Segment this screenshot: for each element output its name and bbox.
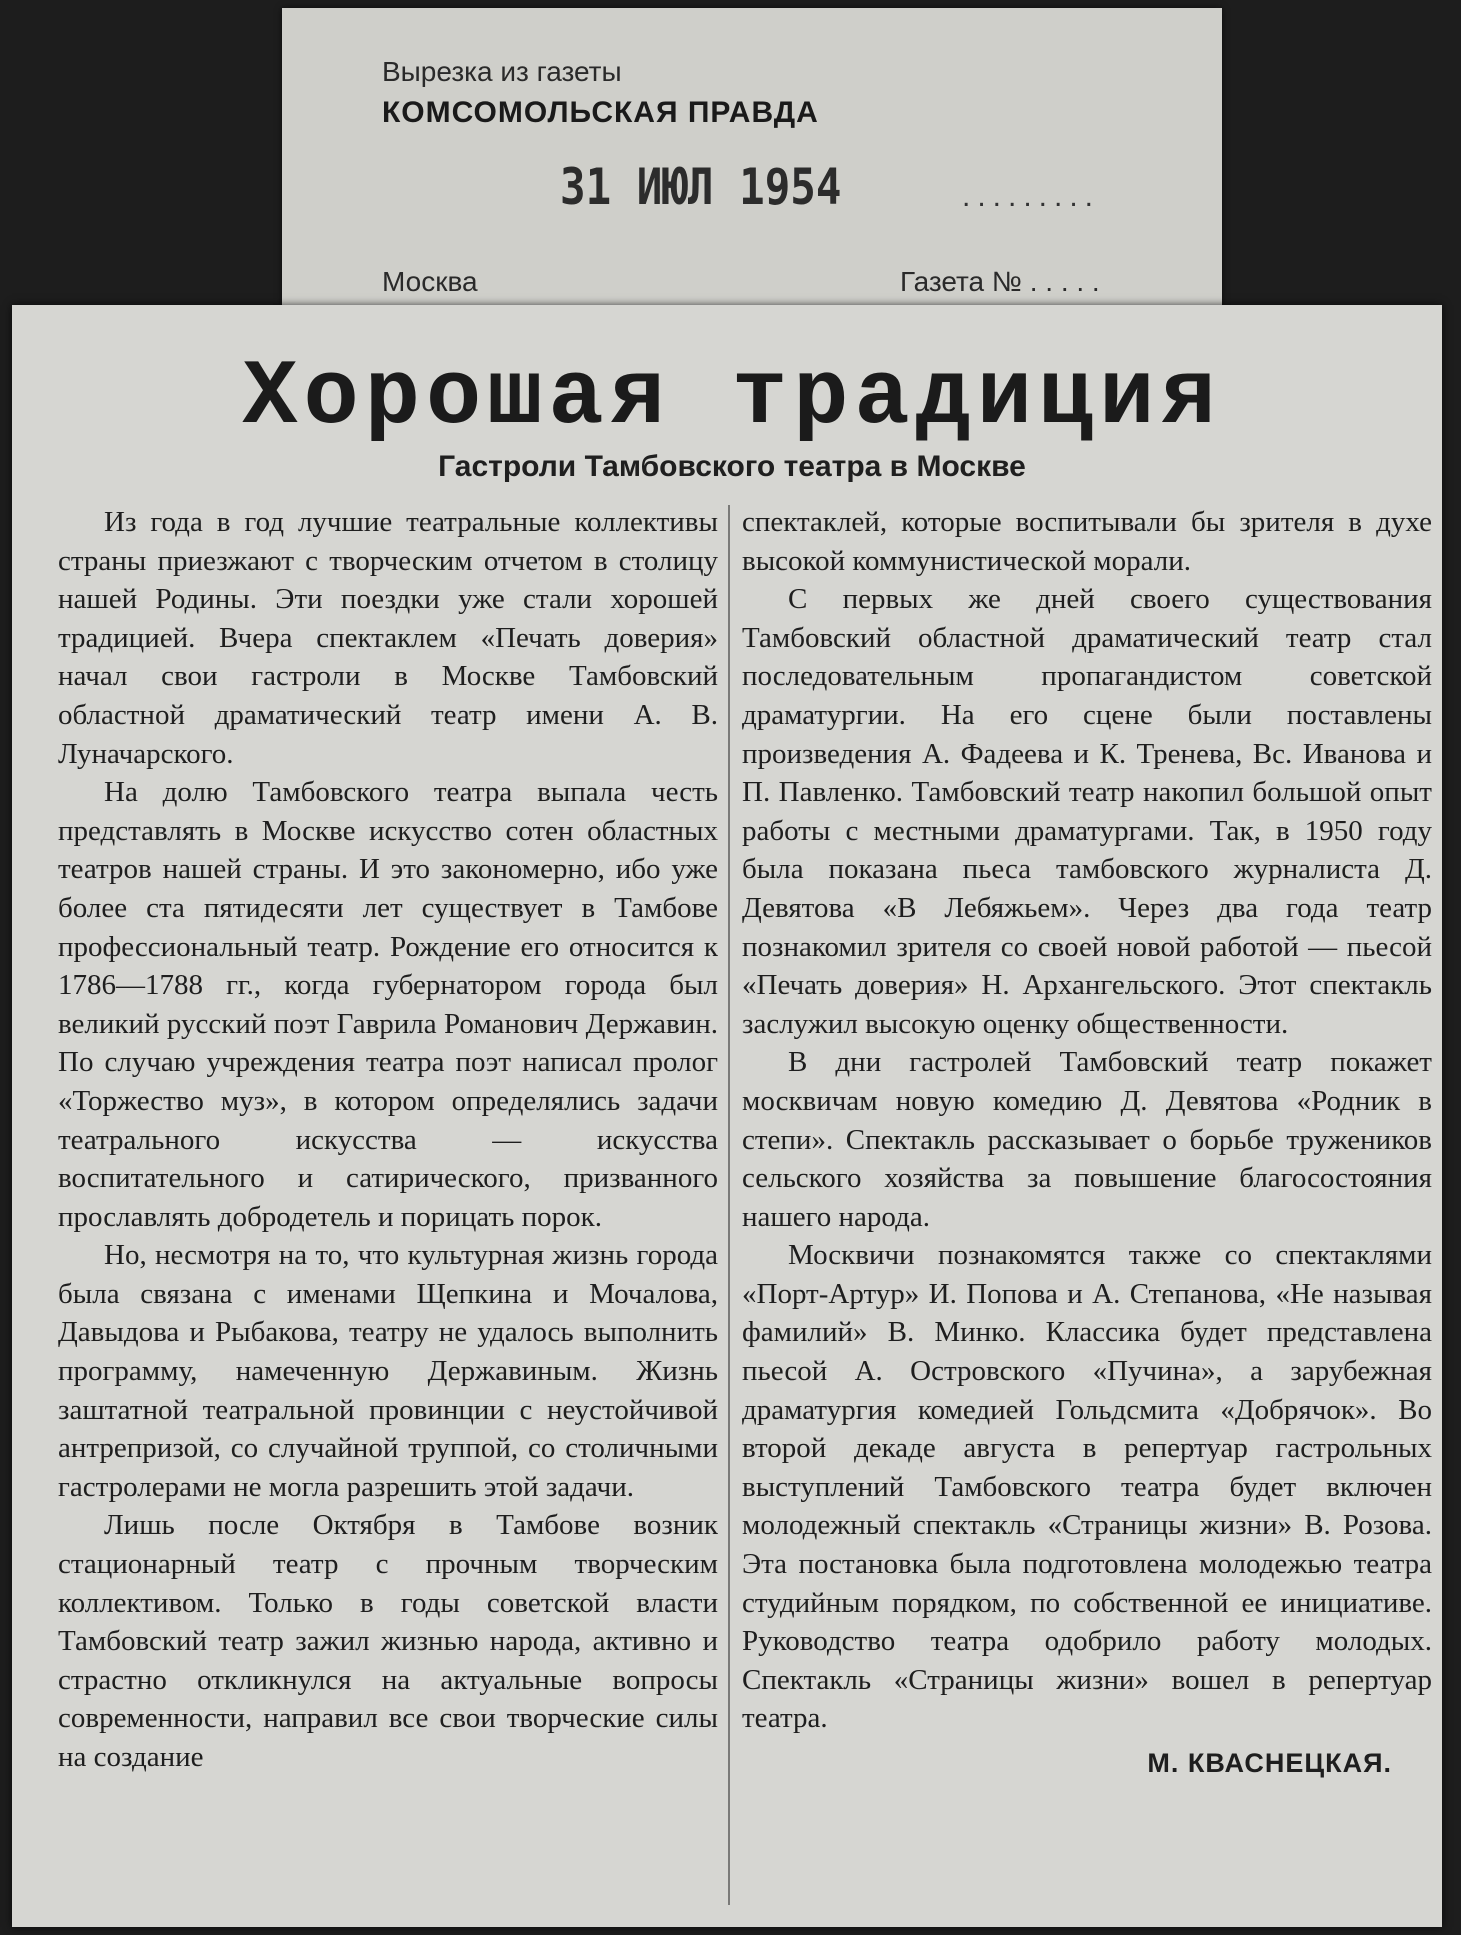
newspaper-clipping (12, 305, 1442, 1927)
article-headline: Хорошая традиция (242, 345, 1222, 450)
article-subheadline: Гастроли Тамбовского театра в Москве (438, 450, 1026, 483)
article-column-2 (742, 503, 1432, 1783)
source-prefix: Вырезка из газеты (382, 56, 622, 87)
article-column-1 (58, 503, 718, 1777)
paragraph: На долю Тамбовского театра выпала честь представлять в Москве искусство сотен областных театров нашей страны. И это закономерно, ибо уже более ста пятидесяти лет существует в Тамбове профессиональный театр. Рождение его относится к 1786—1788 гг., когда губернатором города был великий русский поэт Гаврила Романович Державин. По случаю учреждения театра поэт написал пролог «Торжество муз», в котором определялись задачи театрального искусства — искусства воспитательного и сатирического, призванного прославлять добродетель и порицать порок. (58, 776, 718, 1233)
date-stamp: 31 ИЮЛ 1954 (560, 158, 842, 216)
paragraph: Но, несмотря на то, что культурная жизнь города была связана с именами Щепкина и Мочалова, Давыдова и Рыбакова, театру не удалось выполнить программу, намеченную Державиным. Жизнь заштатной театральной провинции с неустойчивой антрепризой, со случайной труппой, со столичными гастролерами не могла разрешить этой задачи. (58, 1239, 718, 1503)
date-dots: ......... (962, 180, 1101, 213)
paragraph: Москвичи познакомятся также со спектаклями «Порт-Артур» И. Попова и А. Степанова, «Не называя фамилий» В. Минко. Классика будет представлена пьесой А. Островского «Пучина», а зарубежная драматургия комедией Гольдсмита «Добрячок». Во второй декаде августа в репертуар гастрольных выступлений Тамбовского театра будет включен молодежный спектакль «Страницы жизни» В. Розова. Эта постановка была подготовлена молодежью театра студийным порядком, по собственной ее инициативе. Руководство театра одобрило работу молодых. Спектакль «Страницы жизни» вошел в репертуар театра. (742, 1239, 1432, 1735)
paragraph: Из года в год лучшие театральные коллективы страны приезжают с творческим отчетом в столицу нашей Родины. Эти поездки уже стали хорошей традицией. Вчера спектаклем «Печать доверия» начал свои гастроли в Москве Тамбовский областной драматический театр имени А. В. Луначарского. (58, 506, 718, 770)
paragraph: Лишь после Октября в Тамбове возник стационарный театр с прочным творческим коллективом. Только в годы советской власти Тамбовский театр зажил жизнью народа, активно и страстно откликнулся на актуальные вопросы современности, направил все свои творческие силы на создание (58, 1509, 718, 1773)
paragraph-continuation: спектаклей, которые воспитывали бы зрителя в духе высокой коммунистической морали. (742, 506, 1432, 577)
clipping-bureau-label (282, 8, 1222, 308)
paragraph: В дни гастролей Тамбовский театр покажет москвичам новую комедию Д. Девятова «Родник в степи». Спектакль рассказывает о борьбе тружеников сельского хозяйства за повышение благосостояния нашего народа. (742, 1046, 1432, 1233)
issue-number-label: Газета № . . . . . (900, 266, 1100, 297)
column-divider (728, 505, 730, 1905)
author-signature: М. КВАСНЕЦКАЯ. (1147, 1748, 1392, 1778)
paragraph: С первых же дней своего существования Тамбовский областной драматический театр стал последовательным пропагандистом советской драматургии. На его сцене были поставлены произведения А. Фадеева и К. Тренева, Вс. Иванова и П. Павленко. Тамбовский театр накопил большой опыт работы с местными драматургами. Так, в 1950 году была показана пьеса тамбовского журналиста Д. Девятова «В Лебяжьем». Через два года театр познакомил зрителя со своей новой работой — пьесой «Печать доверия» Н. Архангельского. Этот спектакль заслужил высокую оценку общественности. (742, 583, 1432, 1040)
city-label: Москва (382, 266, 478, 297)
newspaper-name: КОМСОМОЛЬСКАЯ ПРАВДА (382, 96, 819, 129)
